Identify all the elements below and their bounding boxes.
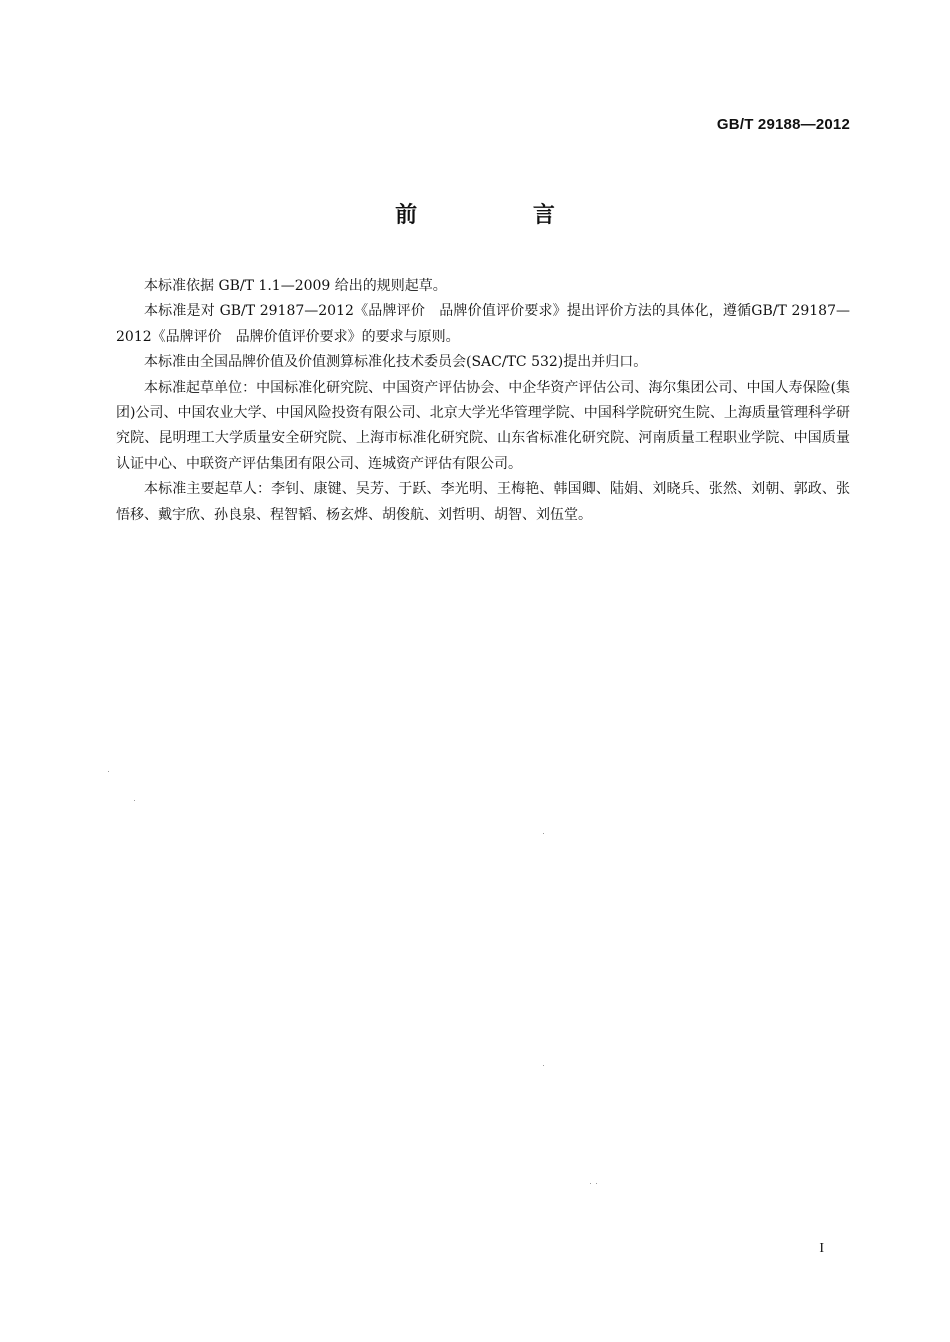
- paragraph-drafting-units: 本标准起草单位：中国标准化研究院、中国资产评估协会、中企华资产评估公司、海尔集团公司、中国人寿保险(集团)公司、中国农业大学、中国风险投资有限公司、北京大学光华管理学院、中国科学院研究生院、上海质量管理科学研究院、昆明理工大学质量安全研究院、上海市标准化研究院、山东省标准化研究院、河南质量工程职业学院、中国质量认证中心、中联资产评估集团有限公司、连城资产评估有限公司。: [116, 379, 850, 472]
- paragraph-drafters: 本标准主要起草人：李钊、康键、吴芳、于跃、李光明、王梅艳、韩国卿、陆娟、刘晓兵、张然、刘朝、郭政、张悟移、戴宇欣、孙良泉、程智韬、杨玄烨、胡俊航、刘哲明、胡智、刘伍堂。: [116, 481, 850, 523]
- paragraph-proposer: 本标准由全国品牌价值及价值测算标准化技术委员会(SAC/TC 532)提出并归口。: [144, 354, 648, 371]
- foreword-body: [116, 274, 850, 528]
- scan-speck: [108, 771, 109, 772]
- page-number: I: [819, 1241, 824, 1256]
- scan-speck: [543, 1065, 544, 1066]
- page-title: 前 言: [395, 203, 609, 228]
- paragraph-relation: 本标准是对 GB/T 29187—2012《品牌评价 品牌价值评价要求》提出评价方法的具体化，遵循GB/T 29187—2012《品牌评价 品牌价值评价要求》的要求与原则。: [116, 303, 850, 345]
- scan-speck: [134, 800, 135, 801]
- scan-speck: [543, 833, 544, 834]
- standard-number: GB/T 29188—2012: [716, 116, 850, 133]
- paragraph-drafting-rules: 本标准依据 GB/T 1.1—2009 给出的规则起草。: [144, 278, 447, 294]
- scan-speck: [596, 1183, 597, 1184]
- scan-speck: [590, 1183, 591, 1184]
